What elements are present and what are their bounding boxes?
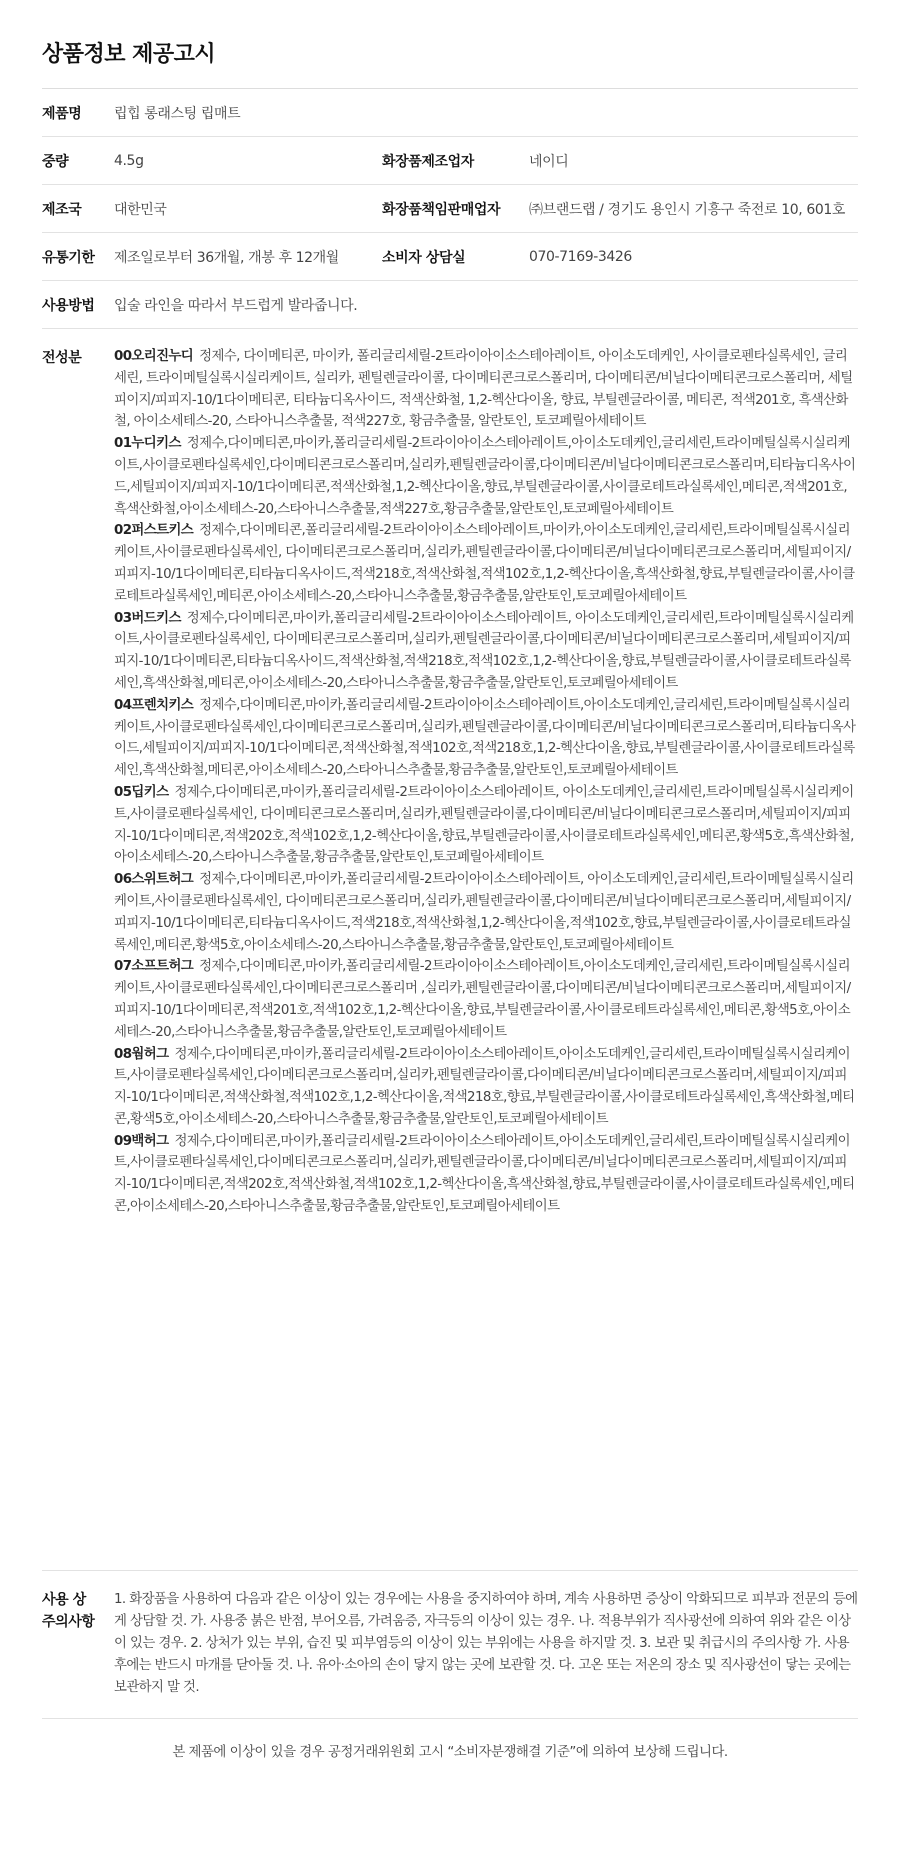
ingredient-shade-name: 08웜허그 [114,1046,169,1062]
manufacturer-cell [382,151,858,171]
cs-label: 소비자 상담실 [382,249,466,266]
ingredient-shade-name: 07소프트허그 [114,959,194,975]
ingredients-label: 전성분 [42,350,82,366]
expiry-value: 제조일로부터 36개월, 개봉 후 12개월 [114,249,339,266]
row-ingredients [42,329,858,1571]
compensation-notice: 본 제품에 이상이 있을 경우 공정거래위원회 고시 “소비자분쟁해결 기준”에 의하여 보상해 드립니다. [172,1745,728,1760]
ingredient-shade-name: 05딥키스 [114,784,169,800]
ingredient-shade-name: 01누디키스 [114,436,181,452]
ingredient-entry [114,869,858,956]
ingredient-entry [114,956,858,1043]
expiry-label: 유통기한 [42,249,95,266]
seller-cell [382,199,858,219]
cs-cell [382,247,858,267]
ingredient-shade-name: 04프렌치키스 [114,697,194,713]
country-cell [42,199,382,219]
ingredient-entry [114,1131,858,1218]
country-value: 대한민국 [114,201,167,218]
ingredient-composition: 정제수, 다이메티콘, 마이카, 폴리글리세릴-2트라이아이소스테아레이트, 아이소도데케인, 사이클로펜타실록세인, 글리세린, 트라이메틸실록시실리케이트, 실리카, 펜틸렌글라이콜, 다이메티콘크로스폴리머, 다이메티콘/비닐다이메티콘크로스폴리머, 세틸피이지/피피지-10/1다이메티콘, 티타늄디옥사이드, 적색산화철, 1,2-헥산다이올, 향료, 부틸렌글라이콜, 메티콘, 적색201호, 흑색산화철, 아이소세테스-20, 스타아니스추출물, 적색227호, 황금추출물, 알란토인, 토코페릴아세테이트 [114,349,853,430]
ingredient-shade-name: 03버드키스 [114,610,181,626]
ingredient-shade-name: 09백허그 [114,1133,169,1149]
manufacturer-value: 네이디 [529,153,569,170]
seller-label: 화장품책임판매업자 [382,201,501,218]
ingredient-entry [114,695,858,782]
ingredient-entry [114,1044,858,1131]
ingredient-composition: 정제수,다이메티콘,마이카,폴리글리세릴-2트라이아이소스테아레이트,아이소도데케인,글리세린,트라이메틸실록시실리케이트,사이클로펜타실록세인,다이메티콘크로스폴리머,실리카,펜틸렌글라이콜,다이메티콘/비닐다이메티콘크로스폴리머,세틸피이지/피피지-10/1다이메티콘,적색202호,적색산화철,적색102호,1,2-헥산다이올,흑색산화철,향료,부틸렌글라이콜,사이클로테트라실록세인,메티콘,아이소세테스-20,스타아니스추출물,황금추출물,알란토인,토코페릴아세테이트 [114,1133,855,1215]
ingredients-list [114,346,858,1548]
ingredient-entry [114,433,858,520]
ingredient-composition: 정제수,다이메티콘,마이카,폴리글리세릴-2트라이아이소스테아레이트, 아이소도데케인,글리세린,트라이메틸실록시실리케이트,사이클로펜타실록세인, 다이메티콘크로스폴리머,실리카,펜틸렌글라이콜,다이메티콘/비닐다이메티콘크로스폴리머,세틸피이지/피피지-10/1다이메티콘,적색202호,적색102호,1,2-헥산다이올,향료,부틸렌글라이콜,사이클로테트라실록세인,메티콘,황색5호,흑색산화철,아이소세테스-20,스타아니스추출물,황금추출물,알란토인,토코페릴아세테이트 [114,784,854,866]
ingredient-shade-name: 00오리진누디 [114,349,194,364]
ingredient-entry [114,346,858,433]
row-product-name [42,89,858,137]
ingredient-entry [114,782,858,869]
weight-cell [42,151,382,171]
country-label: 제조국 [42,201,82,218]
ingredient-composition: 정제수,다이메티콘,마이카,폴리글리세릴-2트라이아이소스테아레이트,아이소도데케인,글리세린,트라이메틸실록시실리케이트,사이클로펜타실록세인,다이메티콘크로스폴리머,실리카,펜틸렌글라이콜,다이메티콘/비닐다이메티콘크로스폴리머,티타늄디옥사이드,세틸피이지/피피지-10/1다이메티콘,적색산화철,적색102호,적색218호,1,2-헥산다이올,향료,부틸렌글라이콜,사이클로테트라실록세인,흑색산화철,메티콘,아이소세테스-20,스타아니스추출물,황금추출물,알란토인,토코페릴아세테이트 [114,697,856,779]
ingredient-composition: 정제수,다이메티콘,마이카,폴리글리세릴-2트라이아이소스테아레이트,아이소도데케인,글리세린,트라이메틸실록시실리케이트,사이클로펜타실록세인,다이메티콘크로스폴리머,실리카,펜틸렌글라이콜,다이메티콘/비닐다이메티콘크로스폴리머,세틸피이지/피피지-10/1다이메티콘,적색산화철,적색102호,1,2-헥산다이올,적색218호,향료,부틸렌글라이콜,사이클로테트라실록세인,흑색산화철,메티콘,황색5호,아이소세테스-20,스타아니스추출물,황금추출물,알란토인,토코페릴아세테이트 [114,1046,855,1127]
page-title: 상품정보 제공고시 [42,42,216,67]
ingredient-entry [114,608,858,695]
ingredient-entry [114,520,858,607]
row-caution [42,1571,858,1719]
ingredient-composition: 정제수,다이메티콘,마이카,폴리글리세릴-2트라이아이소스테아레이트, 아이소도데케인,글리세린,트라이메틸실록시실리케이트,사이클로펜타실록세인, 다이메티콘크로스폴리머,실리카,펜틸렌글라이콜,다이메티콘/비닐다이메티콘크로스폴리머,세틸피이지/피피지-10/1다이메티콘,티타늄디옥사이드,적색218호,적색산화철,1,2-헥산다이올,적색102호,향료,부틸렌글라이콜,사이클로테트라실록세인,메티콘,황색5호,아이소세테스-20,스타아니스추출물,황금추출물,알란토인,토코페릴아세테이트 [114,872,854,953]
row-expiry-cs [42,233,858,281]
ingredient-composition: 정제수,다이메티콘,마이카,폴리글리세릴-2트라이아이소스테아레이트, 아이소도데케인,글리세린,트라이메틸실록시실리케이트,사이클로펜타실록세인, 다이메티콘크로스폴리머,실리카,펜틸렌글라이콜,다이메티콘/비닐다이메티콘크로스폴리머,세틸피이지/피피지-10/1다이메티콘,티타늄디옥사이드,적색산화철,적색218호,적색102호,1,2-헥산다이올,향료,부틸렌글라이콜,사이클로테트라실록세인,흑색산화철,메티콘,아이소세테스-20,스타아니스추출물,황금추출물,알란토인,토코페릴아세테이트 [114,610,854,691]
weight-label: 중량 [42,153,69,170]
caution-label-line1: 사용 상 [42,1592,86,1608]
ingredient-shade-name: 06스위트허그 [114,872,194,888]
ingredient-composition: 정제수,다이메티콘,마이카,폴리글리세릴-2트라이아이소스테아레이트,아이소도데케인,글리세린,트라이메틸실록시실리케이트,사이클로펜타실록세인,다이메티콘크로스폴리머 ,실리카,펜틸렌글라이콜,다이메티콘/비닐다이메티콘크로스폴리머,세틸피이지/피피지-10/1다이메티콘,적색201호,적색102호,1,2-헥산다이올,향료,부틸렌글라이콜,사이클로테트라실록세인,메티콘,황색5호,아이소세테스-20,스타아니스추출물,황금추출물,알란토인,토코페릴아세테이트 [114,959,851,1040]
ingredient-composition: 정제수,다이메티콘,마이카,폴리글리세릴-2트라이아이소스테아레이트,아이소도데케인,글리세린,트라이메틸실록시실리케이트,사이클로펜타실록세인,다이메티콘크로스폴리머,실리카,펜틸렌글라이콜,다이메티콘/비닐다이메티콘크로스폴리머,티타늄디옥사이드,세틸피이지/피피지-10/1다이메티콘,적색산화철,1,2-헥산다이올,향료,부틸렌글라이콜,사이클로테트라실록세인,메티콘,적색201호,흑색산화철,아이소세테스-20,스타아니스추출물,적색227호,황금추출물,알란토인,토코페릴아세테이트 [114,436,856,517]
expiry-cell [42,247,382,267]
usage-label: 사용방법 [42,297,95,314]
usage-value: 입술 라인을 따라서 부드럽게 발라줍니다. [114,297,358,314]
seller-value: ㈜브랜드랩 / 경기도 용인시 기흥구 죽전로 10, 601호 [529,201,845,218]
manufacturer-label: 화장품제조업자 [382,153,474,170]
cs-phone[interactable]: 070-7169-3426 [529,248,632,265]
product-name-value: 립힙 롱래스팅 립매트 [114,105,241,122]
row-country-seller [42,185,858,233]
caution-label [42,1589,114,1700]
caution-label-line2: 주의사항 [42,1614,95,1630]
ingredient-shade-name: 02퍼스트키스 [114,523,194,539]
row-weight-manufacturer [42,137,858,185]
weight-value: 4.5g [114,152,144,169]
product-name-label: 제품명 [42,105,82,122]
ingredient-composition: 정제수,다이메티콘,폴리글리세릴-2트라이아이소스테아레이트,마이카,아이소도데케인,글리세린,트라이메틸실록시실리케이트,사이클로펜타실록세인, 다이메티콘크로스폴리머,실리카,펜틸렌글라이콜,다이메티콘/비닐다이메티콘크로스폴리머,세틸피이지/피피지-10/1다이메티콘,티타늄디옥사이드,적색218호,적색산화철,적색102호,1,2-헥산다이올,흑색산화철,향료,부틸렌글라이콜,사이클로테트라실록세인,메티콘,아이소세테스-20,스타아니스추출물,황금추출물,알란토인,토코페릴아세테이트 [114,523,855,604]
row-usage [42,281,858,329]
caution-text: 1. 화장품을 사용하여 다음과 같은 이상이 있는 경우에는 사용을 중지하여야 하며, 계속 사용하면 증상이 악화되므로 피부과 전문의 등에게 상담할 것. 가. 사용중 붉은 반점, 부어오름, 가려움증, 자극등의 이상이 있는 경우. 나. 적용부위가 직사광선에 의하여 위와 같은 이상이 있는 경우. 2. 상처가 있는 부위, 습진 및 피부염등의 이상이 있는 부위에는 사용을 하지말 것. 3. 보관 및 취급시의 주의사항 가. 사용후에는 반드시 마개를 닫아둘 것. 나. 유아·소아의 손이 닿지 않는 곳에 보관할 것. 다. 고온 또는 저온의 장소 및 직사광선이 닿는 곳에는 보관하지 말 것. [114,1592,858,1695]
